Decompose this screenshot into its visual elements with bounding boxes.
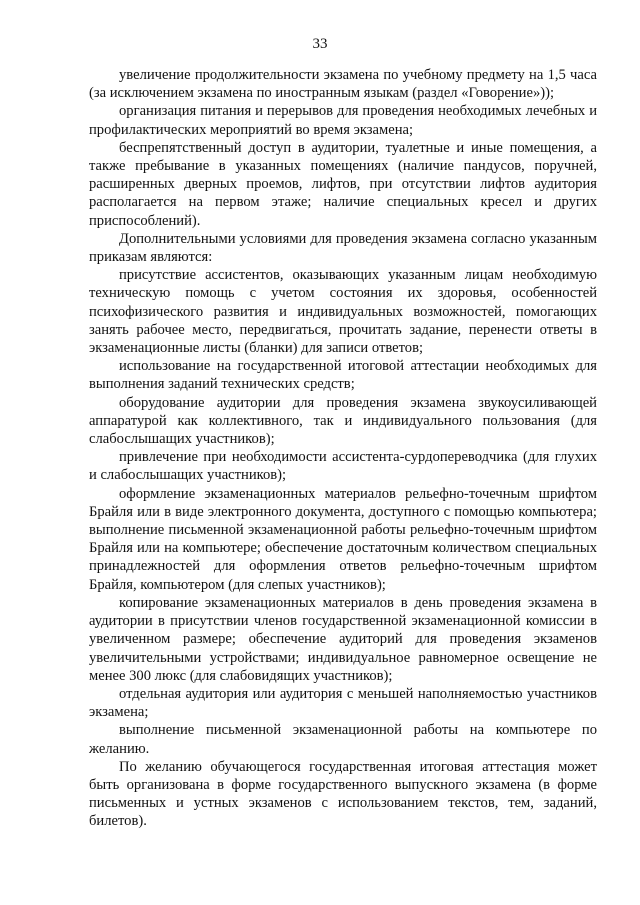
paragraph-braille: оформление экзаменационных материалов рельефно-точечным шрифтом Брайля или в виде электронного документа, доступного с помощью компьютера; выполнение письменной экзаменационной работы рельефно-точечным шрифтом Брайля или на компьютере; обеспечение достаточным количеством специальных принадлежностей для оформления ответов рельефно-точечным шрифтом Брайля, компьютером (для слепых участников); bbox=[89, 485, 597, 593]
paragraph-separate-room: отдельная аудитория или аудитория с меньшей наполняемостью участников экзамена; bbox=[89, 685, 597, 721]
document-body bbox=[89, 66, 597, 831]
paragraph-exam-duration: увеличение продолжительности экзамена по учебному предмету на 1,5 часа (за исключением экзамена по иностранным языкам (раздел «Говорение»)); bbox=[89, 67, 597, 102]
paragraph-additional-conditions: Дополнительными условиями для проведения экзамена согласно указанным приказам являются: bbox=[89, 230, 597, 266]
paragraph-barrier-free-access: беспрепятственный доступ в аудитории, туалетные и иные помещения, а также пребывание в указанных помещениях (наличие пандусов, поручней, расширенных дверных проемов, лифтов, при отсутствии лифтов аудитория располагается на первом этаже; наличие специальных кресел и других приспособлений). bbox=[89, 139, 597, 229]
paragraph-final-exam-form: По желанию обучающегося государственная итоговая аттестация может быть организована в форме государственного выпускного экзамена (в форме письменных и устных экзаменов с использованием текстов, тем, заданий, билетов). bbox=[89, 758, 597, 830]
page-number: 33 bbox=[312, 36, 328, 52]
paragraph-enlarged-materials: копирование экзаменационных материалов в день проведения экзамена в аудитории в присутствии членов государственной экзаменационной комиссии в увеличенном размере; обеспечение аудиторий для проведения экзаменов увеличительными устройствами; индивидуальное равномерное освещение не менее 300 люкс (для слабовидящих участников); bbox=[89, 594, 597, 684]
paragraph-sign-interpreter: привлечение при необходимости ассистента-сурдопереводчика (для глухих и слабослышащих участников); bbox=[89, 449, 597, 484]
paragraph-sound-equipment: оборудование аудитории для проведения экзамена звукоусиливающей аппаратурой как коллективного, так и индивидуального пользования (для слабослышащих участников); bbox=[89, 394, 597, 448]
paragraph-meals-breaks: организация питания и перерывов для проведения необходимых лечебных и профилактических мероприятий во время экзамена; bbox=[89, 103, 597, 138]
paragraph-technical-means: использование на государственной итоговой аттестации необходимых для выполнения заданий технических средств; bbox=[89, 358, 597, 393]
paragraph-computer-work: выполнение письменной экзаменационной работы на компьютере по желанию. bbox=[89, 722, 597, 757]
paragraph-assistants: присутствие ассистентов, оказывающих указанным лицам необходимую техническую помощь с учетом состояния их здоровья, особенностей психофизического развития и индивидуальных возможностей, помогающих занять рабочее место, передвигаться, прочитать задание, перенести ответы в экзаменационные листы (бланки) для записи ответов; bbox=[89, 267, 597, 357]
